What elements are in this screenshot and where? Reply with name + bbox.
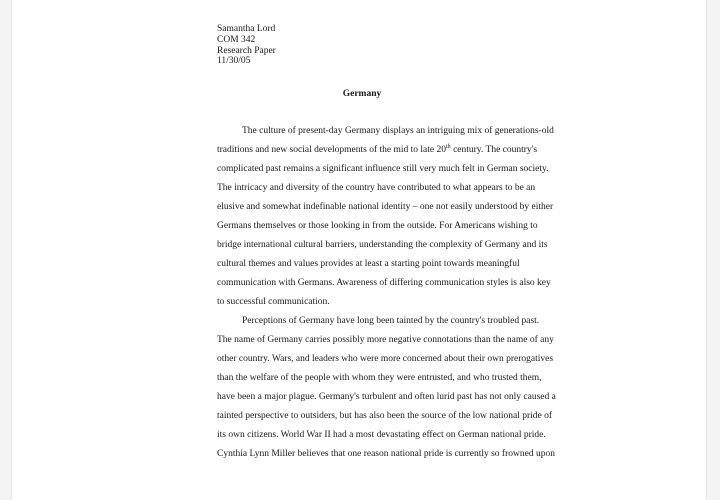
body-line: The intricacy and diversity of the country have contributed to what appears to be an <box>217 183 536 193</box>
body-line: complicated past remains a significant influence still very much felt in German society. <box>217 164 549 174</box>
assignment-type: Research Paper <box>217 45 276 56</box>
course-code: COM 342 <box>217 34 256 45</box>
body-line <box>217 145 537 155</box>
paper-header <box>217 24 276 67</box>
author-name: Samantha Lord <box>217 24 276 34</box>
body-line: to successful communication. <box>217 297 330 307</box>
body-line: have been a major plague. Germany's turbulent and often lurid past has not only caused a <box>217 392 556 402</box>
body-line: than the welfare of the people with whom they were entrusted, and who trusted them, <box>217 373 542 383</box>
paper-title: Germany <box>342 89 382 99</box>
body-line: its own citizens. World War II had a most devastating effect on German national pride. <box>217 430 546 440</box>
body-line: communication with Germans. Awareness of differing communication styles is also key <box>217 278 551 288</box>
body-line: Cynthia Lynn Miller believes that one reason national pride is currently so frowned upon <box>217 449 555 459</box>
body-line: The culture of present-day Germany displays an intriguing mix of generations-old <box>242 126 554 136</box>
body-line: elusive and somewhat indefinable national identity – one not easily understood by either <box>217 202 554 212</box>
body-line: Germans themselves or those looking in from the outside. For Americans wishing to <box>217 221 538 231</box>
body-line: bridge international cultural barriers, understanding the complexity of Germany and its <box>217 240 548 250</box>
paper-date: 11/30/05 <box>217 56 251 67</box>
body-line: Perceptions of Germany have long been tainted by the country's troubled past. <box>242 316 540 326</box>
body-line-part: traditions and new social developments of the mid to late 20 <box>217 145 447 155</box>
body-line: cultural themes and values provides at least a starting point towards meaningful <box>217 259 520 269</box>
ordinal-superscript: th <box>446 143 451 150</box>
document-page <box>12 0 706 500</box>
body-line: The name of Germany carries possibly more negative connotations than the name of any <box>217 335 554 345</box>
body-line: other country. Wars, and leaders who were more concerned about their own prerogatives <box>217 354 554 364</box>
body-line-part: century. The country's <box>450 145 538 155</box>
body-line: tainted perspective to outsiders, but has also been the source of the low national pride of <box>217 411 553 421</box>
